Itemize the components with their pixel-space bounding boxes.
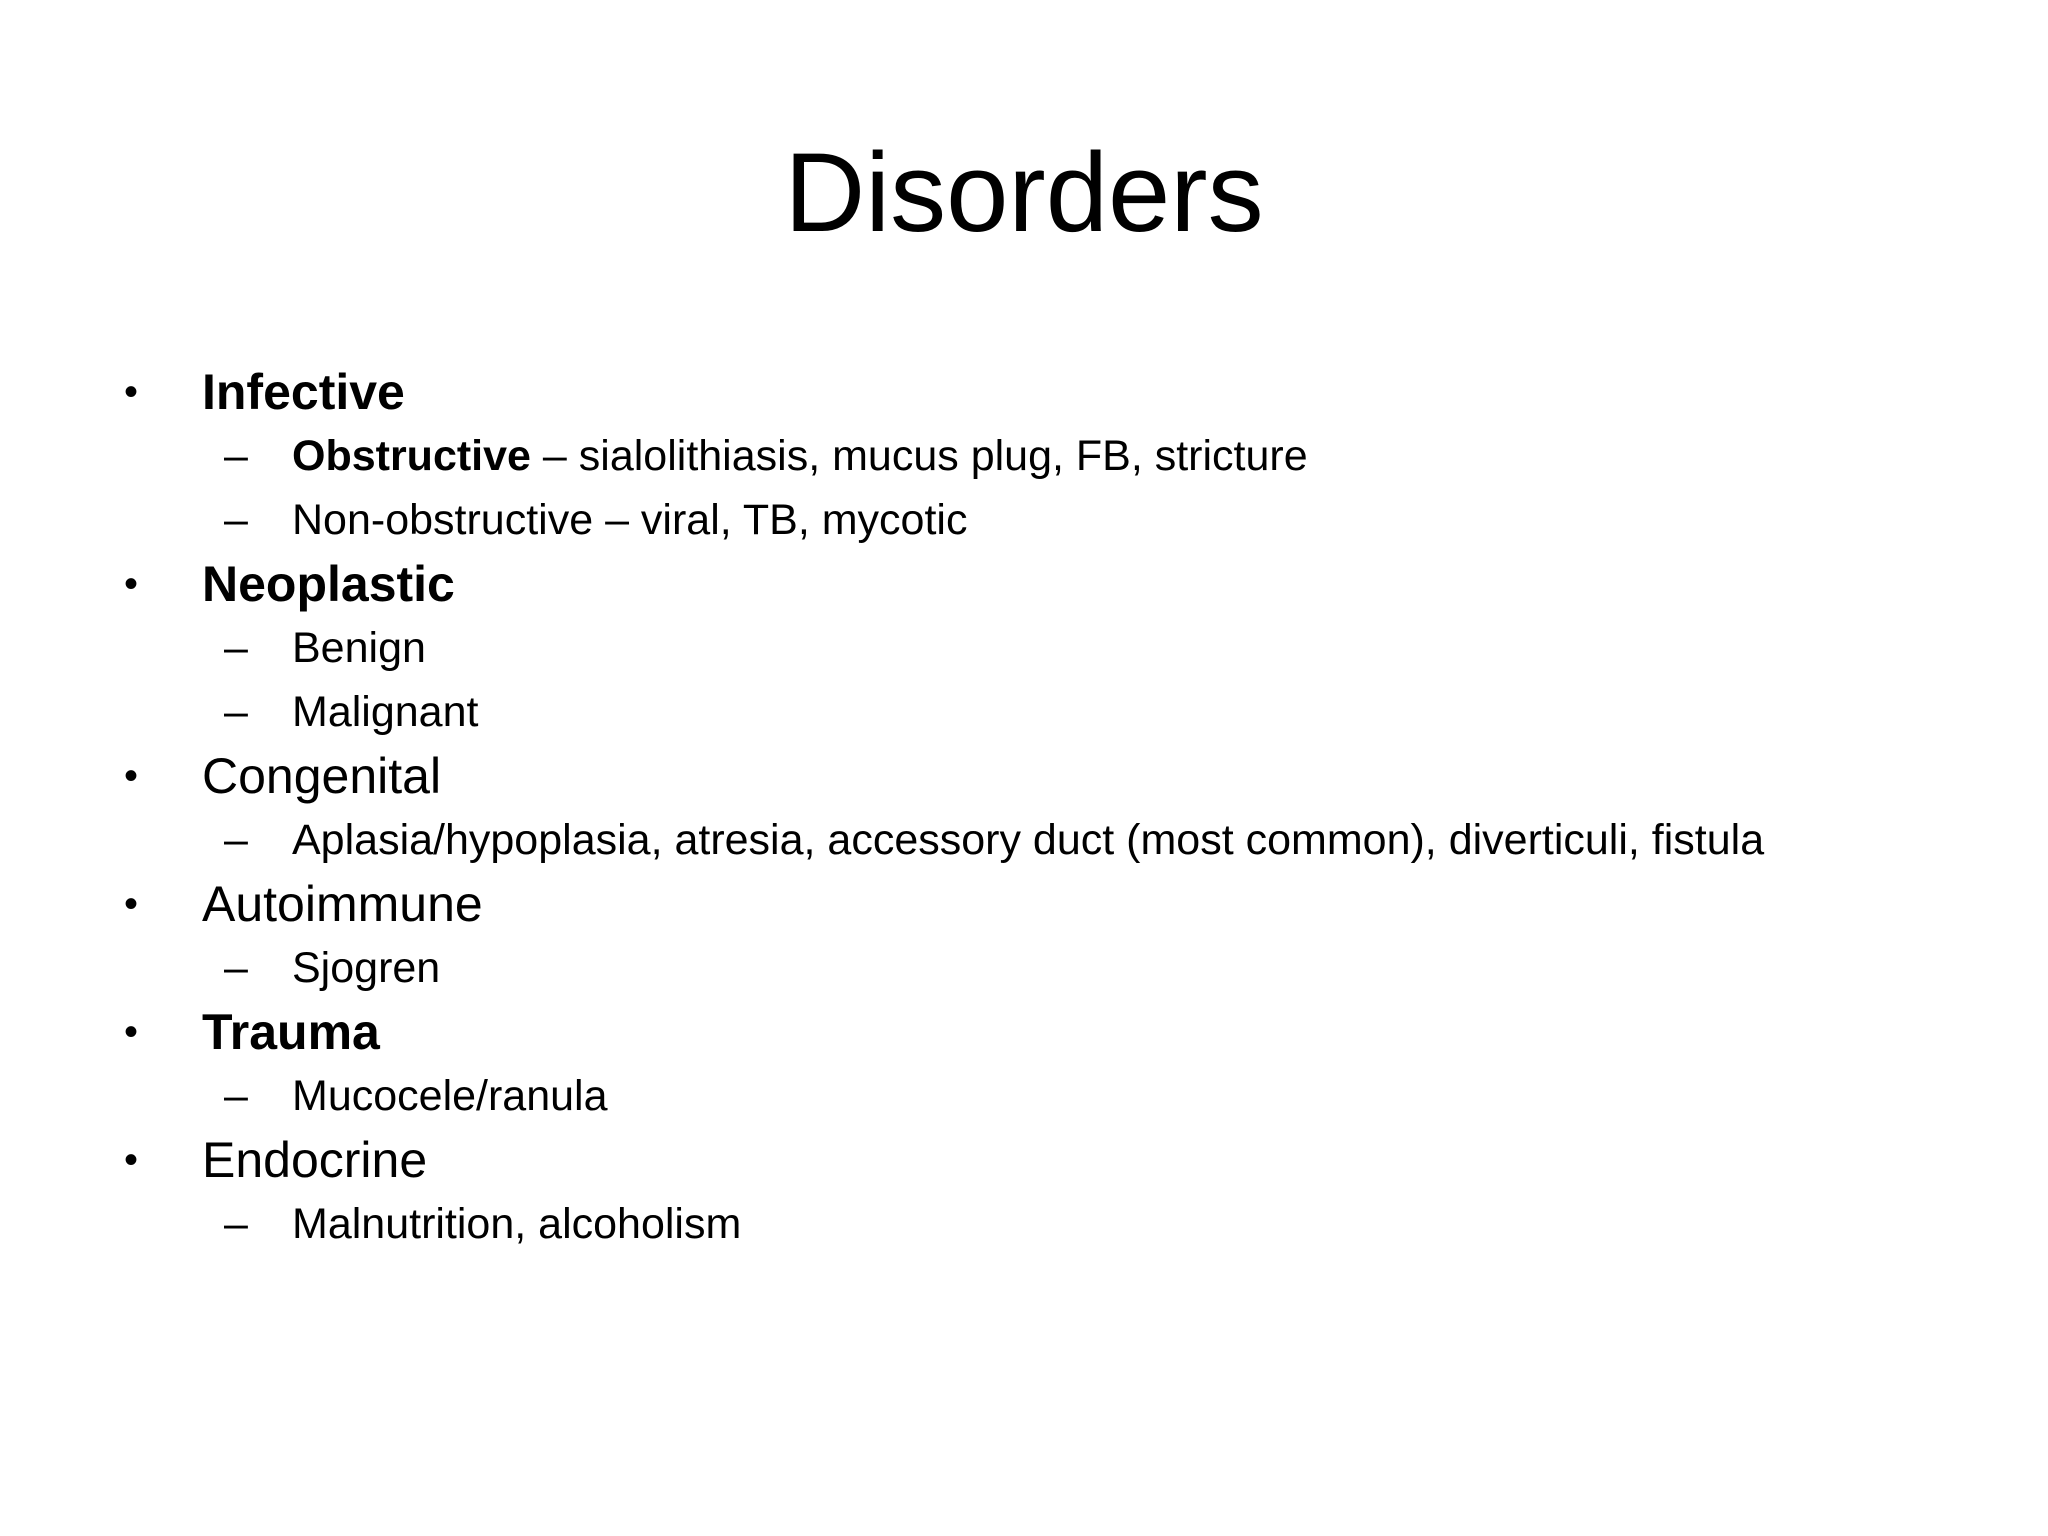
bullet-list <box>120 360 2000 1256</box>
sub-item-text: Benign <box>292 624 426 672</box>
sub-item-text: Sjogren <box>292 944 441 992</box>
sub-item <box>120 488 2000 552</box>
sub-item <box>120 680 2000 744</box>
bullet-icon: • <box>124 1010 139 1054</box>
dash-icon: – <box>224 944 248 992</box>
bullet-icon: • <box>124 1138 139 1182</box>
sub-item-text: Malnutrition, alcoholism <box>292 1200 742 1248</box>
item-label: Neoplastic <box>202 556 455 612</box>
bullet-icon: • <box>124 370 139 414</box>
sub-item <box>120 936 2000 1000</box>
slide-title: Disorders <box>784 130 1264 255</box>
dash-icon: – <box>224 496 248 544</box>
dash-icon: – <box>224 624 248 672</box>
sub-item-text: Non-obstructive – viral, TB, mycotic <box>292 496 968 544</box>
sub-item-text: – sialolithiasis, mucus plug, FB, stricture <box>530 432 1308 480</box>
sub-item-text: Malignant <box>292 688 479 736</box>
item-label: Trauma <box>202 1004 380 1060</box>
sub-item <box>120 1064 2000 1128</box>
dash-icon: – <box>224 432 248 480</box>
sub-item <box>120 616 2000 680</box>
sub-item-lead: Obstructive <box>292 432 531 480</box>
item-label: Infective <box>202 364 405 420</box>
sub-item <box>120 424 2000 488</box>
bullet-icon: • <box>124 754 139 798</box>
list-item-trauma <box>120 1000 2000 1064</box>
dash-icon: – <box>224 1072 248 1120</box>
dash-icon: – <box>224 816 248 864</box>
item-label: Autoimmune <box>202 876 483 932</box>
sub-item-text: Mucocele/ranula <box>292 1072 608 1120</box>
sub-item <box>120 1192 2000 1256</box>
bullet-icon: • <box>124 882 139 926</box>
bullet-icon: • <box>124 562 139 606</box>
dash-icon: – <box>224 1200 248 1248</box>
list-item-infective <box>120 360 2000 424</box>
list-item-congenital <box>120 744 2000 808</box>
item-label: Congenital <box>202 748 442 804</box>
list-item-autoimmune <box>120 872 2000 936</box>
list-item-endocrine <box>120 1128 2000 1192</box>
sub-item <box>120 808 2000 872</box>
dash-icon: – <box>224 688 248 736</box>
list-item-neoplastic <box>120 552 2000 616</box>
sub-item-text: Aplasia/hypoplasia, atresia, accessory duct (most common), diverticuli, fistula <box>292 816 1765 864</box>
item-label: Endocrine <box>202 1132 428 1188</box>
